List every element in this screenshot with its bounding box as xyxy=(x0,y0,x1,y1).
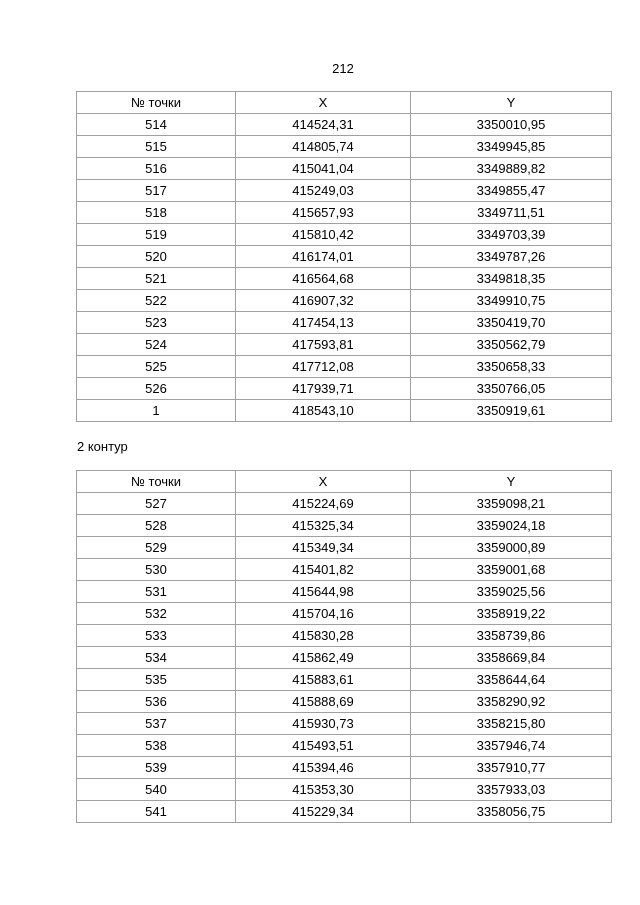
cell-x: 416907,32 xyxy=(236,290,411,312)
column-header-point-number: № точки xyxy=(77,92,236,114)
table-row xyxy=(77,378,612,400)
table-row xyxy=(77,625,612,647)
cell-x: 415930,73 xyxy=(236,713,411,735)
cell-y: 3350919,61 xyxy=(411,400,612,422)
table-row xyxy=(77,334,612,356)
table-row xyxy=(77,559,612,581)
table-row xyxy=(77,515,612,537)
cell-point-number: 526 xyxy=(77,378,236,400)
table-row xyxy=(77,493,612,515)
table-row xyxy=(77,246,612,268)
cell-point-number: 518 xyxy=(77,202,236,224)
cell-point-number: 538 xyxy=(77,735,236,757)
cell-point-number: 532 xyxy=(77,603,236,625)
table-body xyxy=(77,493,612,823)
cell-y: 3359000,89 xyxy=(411,537,612,559)
cell-point-number: 530 xyxy=(77,559,236,581)
table-row xyxy=(77,537,612,559)
cell-point-number: 531 xyxy=(77,581,236,603)
cell-y: 3357946,74 xyxy=(411,735,612,757)
cell-y: 3358644,64 xyxy=(411,669,612,691)
cell-y: 3350010,95 xyxy=(411,114,612,136)
cell-y: 3358739,86 xyxy=(411,625,612,647)
cell-point-number: 521 xyxy=(77,268,236,290)
cell-x: 415657,93 xyxy=(236,202,411,224)
table-row xyxy=(77,669,612,691)
cell-y: 3358215,80 xyxy=(411,713,612,735)
cell-y: 3350419,70 xyxy=(411,312,612,334)
cell-point-number: 537 xyxy=(77,713,236,735)
table-row xyxy=(77,290,612,312)
cell-y: 3359001,68 xyxy=(411,559,612,581)
cell-y: 3359098,21 xyxy=(411,493,612,515)
cell-point-number: 1 xyxy=(77,400,236,422)
cell-x: 415888,69 xyxy=(236,691,411,713)
cell-point-number: 527 xyxy=(77,493,236,515)
cell-x: 417593,81 xyxy=(236,334,411,356)
cell-point-number: 528 xyxy=(77,515,236,537)
cell-x: 415862,49 xyxy=(236,647,411,669)
column-header-x: X xyxy=(236,471,411,493)
cell-x: 414805,74 xyxy=(236,136,411,158)
cell-x: 415883,61 xyxy=(236,669,411,691)
cell-x: 415401,82 xyxy=(236,559,411,581)
cell-x: 415349,34 xyxy=(236,537,411,559)
table-row xyxy=(77,114,612,136)
table-row xyxy=(77,312,612,334)
cell-y: 3359024,18 xyxy=(411,515,612,537)
table-row xyxy=(77,400,612,422)
table-row xyxy=(77,268,612,290)
section-title-contour-2: 2 контур xyxy=(77,439,128,454)
cell-y: 3357933,03 xyxy=(411,779,612,801)
table-row xyxy=(77,647,612,669)
table-row xyxy=(77,691,612,713)
cell-y: 3350766,05 xyxy=(411,378,612,400)
cell-y: 3358919,22 xyxy=(411,603,612,625)
cell-x: 416174,01 xyxy=(236,246,411,268)
cell-point-number: 516 xyxy=(77,158,236,180)
cell-point-number: 515 xyxy=(77,136,236,158)
cell-x: 417712,08 xyxy=(236,356,411,378)
cell-x: 415249,03 xyxy=(236,180,411,202)
cell-point-number: 529 xyxy=(77,537,236,559)
cell-point-number: 523 xyxy=(77,312,236,334)
column-header-y: Y xyxy=(411,92,612,114)
table-row xyxy=(77,779,612,801)
table-row xyxy=(77,356,612,378)
cell-x: 415325,34 xyxy=(236,515,411,537)
cell-x: 416564,68 xyxy=(236,268,411,290)
cell-point-number: 520 xyxy=(77,246,236,268)
cell-point-number: 514 xyxy=(77,114,236,136)
cell-x: 414524,31 xyxy=(236,114,411,136)
cell-point-number: 535 xyxy=(77,669,236,691)
cell-point-number: 541 xyxy=(77,801,236,823)
cell-y: 3350562,79 xyxy=(411,334,612,356)
cell-x: 415810,42 xyxy=(236,224,411,246)
cell-y: 3357910,77 xyxy=(411,757,612,779)
cell-x: 415041,04 xyxy=(236,158,411,180)
table-row xyxy=(77,136,612,158)
cell-point-number: 540 xyxy=(77,779,236,801)
column-header-point-number: № точки xyxy=(77,471,236,493)
cell-x: 415224,69 xyxy=(236,493,411,515)
cell-y: 3359025,56 xyxy=(411,581,612,603)
cell-x: 415644,98 xyxy=(236,581,411,603)
cell-point-number: 539 xyxy=(77,757,236,779)
cell-y: 3349703,39 xyxy=(411,224,612,246)
cell-x: 417939,71 xyxy=(236,378,411,400)
table-row xyxy=(77,202,612,224)
table-row xyxy=(77,581,612,603)
cell-y: 3349787,26 xyxy=(411,246,612,268)
cell-point-number: 534 xyxy=(77,647,236,669)
cell-point-number: 533 xyxy=(77,625,236,647)
cell-x: 415229,34 xyxy=(236,801,411,823)
column-header-y: Y xyxy=(411,471,612,493)
cell-y: 3349910,75 xyxy=(411,290,612,312)
cell-x: 418543,10 xyxy=(236,400,411,422)
cell-y: 3358290,92 xyxy=(411,691,612,713)
cell-y: 3358056,75 xyxy=(411,801,612,823)
cell-y: 3358669,84 xyxy=(411,647,612,669)
cell-point-number: 517 xyxy=(77,180,236,202)
cell-y: 3349855,47 xyxy=(411,180,612,202)
coordinates-table-contour-1 xyxy=(76,91,612,422)
cell-x: 415394,46 xyxy=(236,757,411,779)
column-header-x: X xyxy=(236,92,411,114)
cell-point-number: 519 xyxy=(77,224,236,246)
table-row xyxy=(77,224,612,246)
cell-point-number: 524 xyxy=(77,334,236,356)
table-row xyxy=(77,735,612,757)
cell-point-number: 536 xyxy=(77,691,236,713)
table-row xyxy=(77,801,612,823)
cell-x: 415830,28 xyxy=(236,625,411,647)
cell-x: 415353,30 xyxy=(236,779,411,801)
table-header-row xyxy=(77,471,612,493)
table-row xyxy=(77,603,612,625)
page-number: 212 xyxy=(332,61,354,76)
cell-y: 3349818,35 xyxy=(411,268,612,290)
cell-y: 3349945,85 xyxy=(411,136,612,158)
coordinates-table-contour-2 xyxy=(76,470,612,823)
cell-y: 3350658,33 xyxy=(411,356,612,378)
cell-x: 415704,16 xyxy=(236,603,411,625)
table-body xyxy=(77,114,612,422)
cell-y: 3349889,82 xyxy=(411,158,612,180)
cell-point-number: 522 xyxy=(77,290,236,312)
cell-x: 417454,13 xyxy=(236,312,411,334)
cell-y: 3349711,51 xyxy=(411,202,612,224)
cell-x: 415493,51 xyxy=(236,735,411,757)
table-header-row xyxy=(77,92,612,114)
table-row xyxy=(77,713,612,735)
table-row xyxy=(77,158,612,180)
table-row xyxy=(77,180,612,202)
table-row xyxy=(77,757,612,779)
cell-point-number: 525 xyxy=(77,356,236,378)
